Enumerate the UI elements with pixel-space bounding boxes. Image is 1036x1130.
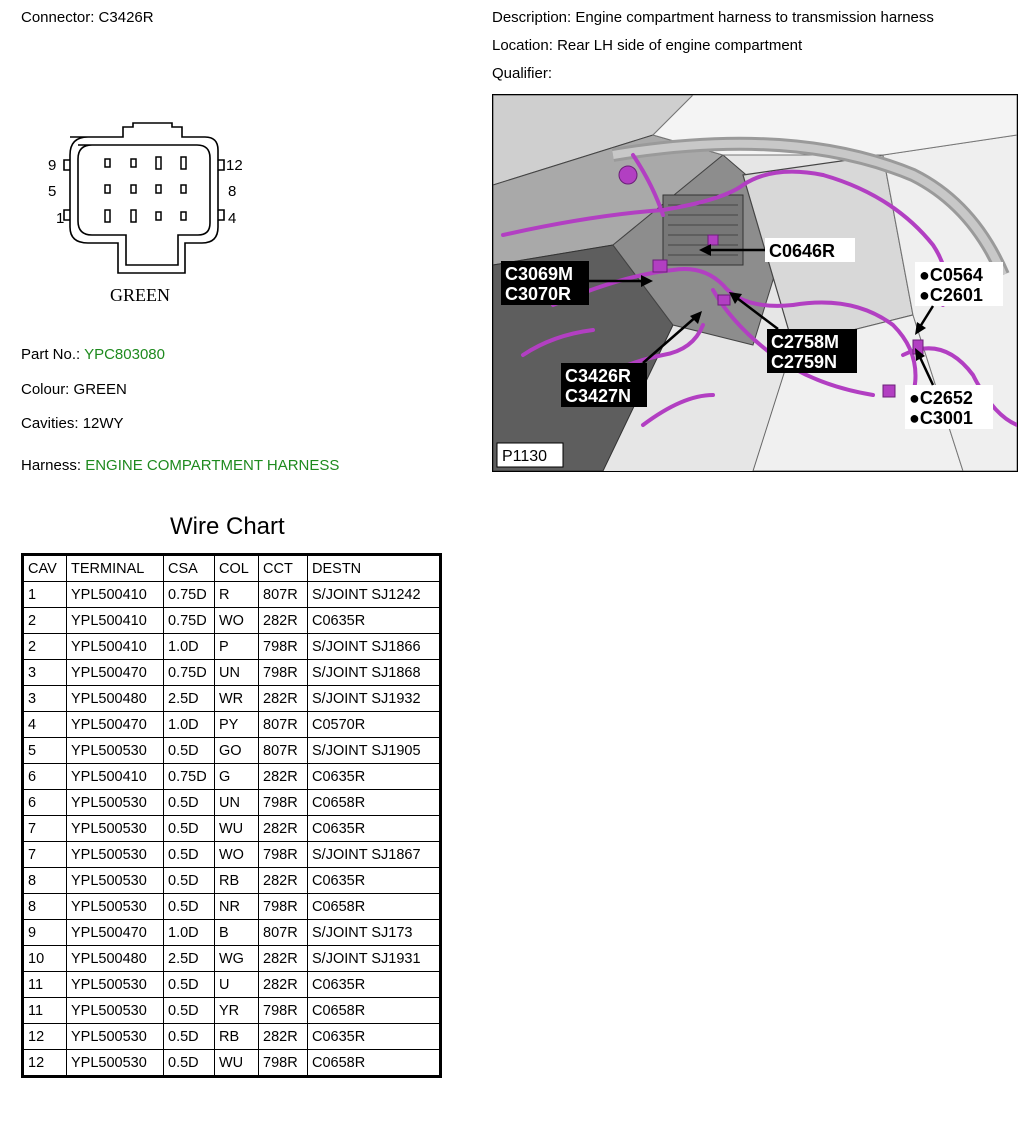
cell-terminal: YPL500470 bbox=[67, 920, 164, 946]
cell-terminal: YPL500530 bbox=[67, 998, 164, 1024]
cell-csa: 2.5D bbox=[164, 946, 215, 972]
cell-destn: S/JOINT SJ1242 bbox=[308, 582, 441, 608]
cell-col: PY bbox=[215, 712, 259, 738]
cell-col: U bbox=[215, 972, 259, 998]
cell-destn: S/JOINT SJ1866 bbox=[308, 634, 441, 660]
table-row bbox=[23, 686, 441, 712]
cavity bbox=[181, 185, 186, 193]
cell-cct: 282R bbox=[259, 686, 308, 712]
description-value: Engine compartment harness to transmission harness bbox=[575, 9, 934, 26]
cell-cav: 11 bbox=[23, 998, 67, 1024]
cell-terminal: YPL500530 bbox=[67, 1024, 164, 1050]
cell-csa: 0.75D bbox=[164, 608, 215, 634]
cell-terminal: YPL500480 bbox=[67, 946, 164, 972]
cell-cav: 8 bbox=[23, 868, 67, 894]
cell-destn: S/JOINT SJ1931 bbox=[308, 946, 441, 972]
table-row bbox=[23, 842, 441, 868]
cavity bbox=[105, 185, 110, 193]
cell-terminal: YPL500410 bbox=[67, 608, 164, 634]
cell-terminal: YPL500530 bbox=[67, 1050, 164, 1077]
colour-label: Colour: bbox=[21, 381, 70, 398]
callout-c3070r: C3070R bbox=[505, 284, 572, 304]
cavity bbox=[131, 210, 136, 222]
cavity bbox=[181, 157, 186, 169]
wire-chart-title: Wire Chart bbox=[170, 513, 285, 540]
cell-terminal: YPL500530 bbox=[67, 790, 164, 816]
cell-csa: 0.5D bbox=[164, 816, 215, 842]
cavity bbox=[156, 212, 161, 220]
cell-col: UN bbox=[215, 790, 259, 816]
cell-col: P bbox=[215, 634, 259, 660]
table-row bbox=[23, 998, 441, 1024]
cell-csa: 0.5D bbox=[164, 842, 215, 868]
table-row bbox=[23, 660, 441, 686]
cell-col: WU bbox=[215, 1050, 259, 1077]
cell-csa: 0.75D bbox=[164, 582, 215, 608]
callout-c2759n: C2759N bbox=[771, 352, 838, 372]
cell-destn: C0635R bbox=[308, 816, 441, 842]
cell-terminal: YPL500530 bbox=[67, 972, 164, 998]
table-row bbox=[23, 894, 441, 920]
header-csa: CSA bbox=[164, 555, 215, 582]
cavity bbox=[156, 157, 161, 169]
photo-reference: P1130 bbox=[502, 448, 548, 465]
pin-label-5: 5 bbox=[48, 183, 57, 200]
colour-value: GREEN bbox=[73, 381, 127, 398]
cell-destn: C0658R bbox=[308, 998, 441, 1024]
cell-terminal: YPL500410 bbox=[67, 582, 164, 608]
connector-line bbox=[21, 9, 154, 26]
cell-csa: 0.5D bbox=[164, 1024, 215, 1050]
pin-label-9: 9 bbox=[48, 157, 57, 174]
cell-destn: C0658R bbox=[308, 1050, 441, 1077]
table-row bbox=[23, 868, 441, 894]
connector-face-diagram bbox=[40, 115, 270, 310]
header-col: COL bbox=[215, 555, 259, 582]
cell-col: B bbox=[215, 920, 259, 946]
table-row bbox=[23, 738, 441, 764]
cavities-value: 12WY bbox=[82, 415, 124, 432]
cell-cct: 807R bbox=[259, 582, 308, 608]
harness-link[interactable]: ENGINE COMPARTMENT HARNESS bbox=[85, 457, 340, 474]
cell-cct: 798R bbox=[259, 842, 308, 868]
cell-csa: 0.5D bbox=[164, 868, 215, 894]
cell-destn: S/JOINT SJ1905 bbox=[308, 738, 441, 764]
cell-col: WG bbox=[215, 946, 259, 972]
cell-cct: 798R bbox=[259, 790, 308, 816]
table-row bbox=[23, 634, 441, 660]
cell-cct: 282R bbox=[259, 868, 308, 894]
callout-c2652: ●C2652 bbox=[909, 388, 973, 408]
cell-col: YR bbox=[215, 998, 259, 1024]
pin-label-8: 8 bbox=[228, 183, 237, 200]
cell-cav: 2 bbox=[23, 634, 67, 660]
colour-line bbox=[21, 381, 127, 398]
cell-col: WO bbox=[215, 842, 259, 868]
cell-destn: C0635R bbox=[308, 608, 441, 634]
cavity bbox=[105, 210, 110, 222]
cell-cav: 9 bbox=[23, 920, 67, 946]
cavities-label: Cavities: bbox=[21, 415, 79, 432]
table-row bbox=[23, 816, 441, 842]
housing-inner-outline bbox=[78, 145, 210, 265]
header-destn: DESTN bbox=[308, 555, 441, 582]
cell-cav: 4 bbox=[23, 712, 67, 738]
cell-cav: 5 bbox=[23, 738, 67, 764]
part-number-line bbox=[21, 346, 165, 363]
cell-terminal: YPL500470 bbox=[67, 712, 164, 738]
cell-cav: 12 bbox=[23, 1050, 67, 1077]
cell-cct: 282R bbox=[259, 972, 308, 998]
cell-terminal: YPL500470 bbox=[67, 660, 164, 686]
callout-c0646r: C0646R bbox=[769, 241, 836, 261]
cavity-grid bbox=[105, 157, 186, 222]
callout-c2758m: C2758M bbox=[771, 332, 840, 352]
cell-cct: 807R bbox=[259, 712, 308, 738]
callout-c3426r: C3426R bbox=[565, 366, 632, 386]
cell-cct: 282R bbox=[259, 1024, 308, 1050]
table-row bbox=[23, 1050, 441, 1077]
cell-cct: 798R bbox=[259, 894, 308, 920]
table-row bbox=[23, 582, 441, 608]
cavity bbox=[131, 159, 136, 167]
table-row bbox=[23, 790, 441, 816]
cell-cav: 10 bbox=[23, 946, 67, 972]
callout-c0564: ●C0564 bbox=[919, 265, 983, 285]
table-row bbox=[23, 608, 441, 634]
cell-destn: S/JOINT SJ173 bbox=[308, 920, 441, 946]
cell-cct: 807R bbox=[259, 738, 308, 764]
cell-csa: 2.5D bbox=[164, 686, 215, 712]
cell-csa: 0.5D bbox=[164, 790, 215, 816]
cell-destn: C0635R bbox=[308, 868, 441, 894]
location-line bbox=[492, 37, 802, 54]
callout-c3069m: C3069M bbox=[505, 264, 574, 284]
cell-destn: S/JOINT SJ1867 bbox=[308, 842, 441, 868]
description-label: Description: bbox=[492, 9, 572, 26]
cell-cav: 6 bbox=[23, 790, 67, 816]
cell-cct: 282R bbox=[259, 764, 308, 790]
cell-destn: S/JOINT SJ1868 bbox=[308, 660, 441, 686]
cell-destn: C0635R bbox=[308, 764, 441, 790]
cavity bbox=[181, 212, 186, 220]
cell-col: NR bbox=[215, 894, 259, 920]
cell-csa: 0.75D bbox=[164, 660, 215, 686]
header-terminal: TERMINAL bbox=[67, 555, 164, 582]
cell-terminal: YPL500530 bbox=[67, 894, 164, 920]
cell-cct: 798R bbox=[259, 1050, 308, 1077]
cell-col: RB bbox=[215, 868, 259, 894]
cell-cct: 798R bbox=[259, 634, 308, 660]
table-row bbox=[23, 946, 441, 972]
cell-csa: 0.5D bbox=[164, 1050, 215, 1077]
cell-col: UN bbox=[215, 660, 259, 686]
table-row bbox=[23, 712, 441, 738]
cell-destn: C0658R bbox=[308, 790, 441, 816]
cell-terminal: YPL500530 bbox=[67, 738, 164, 764]
cell-col: RB bbox=[215, 1024, 259, 1050]
cell-destn: C0570R bbox=[308, 712, 441, 738]
cell-terminal: YPL500530 bbox=[67, 868, 164, 894]
connector-label: Connector: bbox=[21, 9, 95, 26]
cell-cav: 1 bbox=[23, 582, 67, 608]
cell-terminal: YPL500410 bbox=[67, 634, 164, 660]
cell-terminal: YPL500480 bbox=[67, 686, 164, 712]
cell-col: WO bbox=[215, 608, 259, 634]
cell-csa: 0.5D bbox=[164, 894, 215, 920]
cell-csa: 0.75D bbox=[164, 764, 215, 790]
header-cct: CCT bbox=[259, 555, 308, 582]
cell-cav: 3 bbox=[23, 660, 67, 686]
cell-cct: 282R bbox=[259, 608, 308, 634]
cell-destn: C0635R bbox=[308, 972, 441, 998]
wire-chart-table bbox=[21, 553, 442, 1078]
cell-cct: 282R bbox=[259, 816, 308, 842]
cell-destn: C0658R bbox=[308, 894, 441, 920]
connector-value: C3426R bbox=[98, 9, 154, 26]
wire-chart-body bbox=[23, 582, 441, 1077]
cell-col: WU bbox=[215, 816, 259, 842]
cell-terminal: YPL500530 bbox=[67, 816, 164, 842]
cavity bbox=[131, 185, 136, 193]
table-row bbox=[23, 764, 441, 790]
cell-csa: 1.0D bbox=[164, 920, 215, 946]
cell-cct: 807R bbox=[259, 920, 308, 946]
description-line bbox=[492, 9, 934, 26]
callout-c3001: ●C3001 bbox=[909, 408, 973, 428]
part-number-label: Part No.: bbox=[21, 346, 81, 363]
cavity bbox=[105, 159, 110, 167]
qualifier-label: Qualifier: bbox=[492, 65, 553, 82]
table-row bbox=[23, 972, 441, 998]
cell-cct: 282R bbox=[259, 946, 308, 972]
callout-c3427n: C3427N bbox=[565, 386, 632, 406]
cell-csa: 1.0D bbox=[164, 712, 215, 738]
cell-col: G bbox=[215, 764, 259, 790]
cell-cav: 8 bbox=[23, 894, 67, 920]
cell-csa: 0.5D bbox=[164, 998, 215, 1024]
table-row bbox=[23, 920, 441, 946]
pin-label-1: 1 bbox=[56, 210, 65, 227]
cell-cav: 11 bbox=[23, 972, 67, 998]
cell-cav: 12 bbox=[23, 1024, 67, 1050]
cell-col: GO bbox=[215, 738, 259, 764]
cell-csa: 0.5D bbox=[164, 738, 215, 764]
cell-cav: 7 bbox=[23, 842, 67, 868]
cell-cav: 3 bbox=[23, 686, 67, 712]
cell-terminal: YPL500410 bbox=[67, 764, 164, 790]
cell-cav: 7 bbox=[23, 816, 67, 842]
cavity bbox=[156, 185, 161, 193]
cell-col: WR bbox=[215, 686, 259, 712]
cell-cav: 6 bbox=[23, 764, 67, 790]
cell-csa: 1.0D bbox=[164, 634, 215, 660]
location-photo bbox=[492, 94, 1018, 472]
pin-label-4: 4 bbox=[228, 210, 237, 227]
cell-cav: 2 bbox=[23, 608, 67, 634]
callout-c2601: ●C2601 bbox=[919, 285, 983, 305]
cell-destn: C0635R bbox=[308, 1024, 441, 1050]
header-cav: CAV bbox=[23, 555, 67, 582]
location-label: Location: bbox=[492, 37, 553, 54]
cell-csa: 0.5D bbox=[164, 972, 215, 998]
table-row bbox=[23, 1024, 441, 1050]
pin-label-12: 12 bbox=[226, 157, 243, 174]
harness-label: Harness: bbox=[21, 457, 82, 474]
cavities-line bbox=[21, 415, 124, 432]
connector-colour-label: GREEN bbox=[110, 285, 170, 305]
part-number-link[interactable]: YPC803080 bbox=[84, 346, 165, 363]
qualifier-line bbox=[492, 65, 552, 82]
cell-col: R bbox=[215, 582, 259, 608]
location-value: Rear LH side of engine compartment bbox=[557, 37, 803, 54]
cell-cct: 798R bbox=[259, 660, 308, 686]
table-header-row bbox=[23, 555, 441, 582]
harness-line bbox=[21, 457, 339, 474]
cell-destn: S/JOINT SJ1932 bbox=[308, 686, 441, 712]
cell-terminal: YPL500530 bbox=[67, 842, 164, 868]
cell-cct: 798R bbox=[259, 998, 308, 1024]
